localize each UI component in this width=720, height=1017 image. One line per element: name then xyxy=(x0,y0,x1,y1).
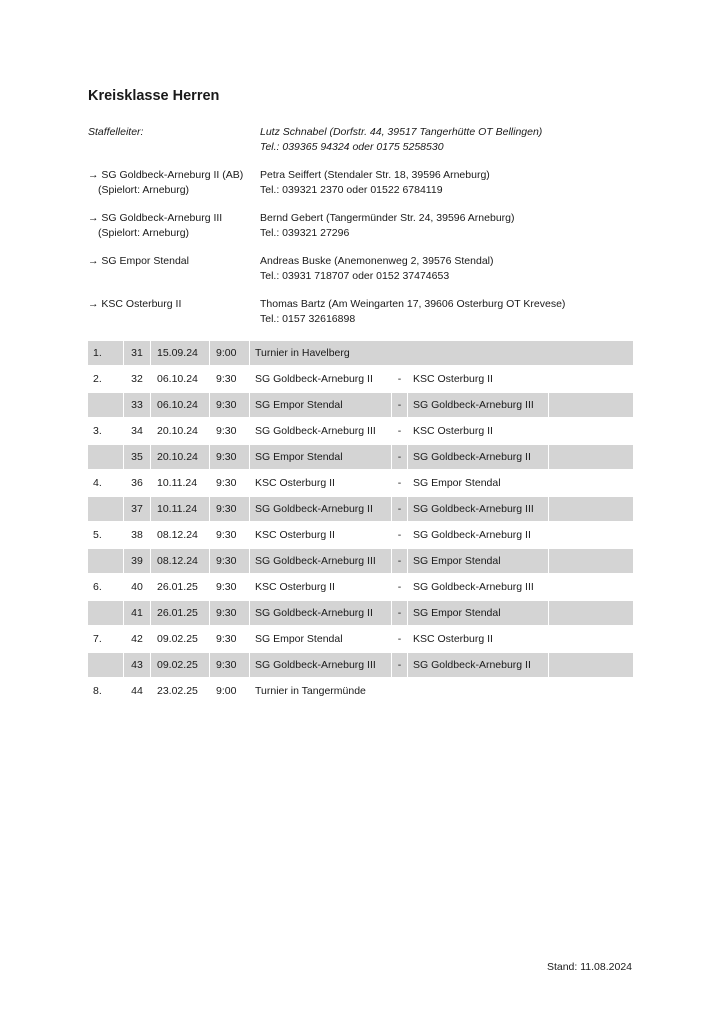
match-number-cell: 40 xyxy=(124,574,151,600)
schedule-row xyxy=(88,548,633,574)
separator-cell: - xyxy=(392,626,408,652)
team-name: → SG Goldbeck-Arneburg III xyxy=(88,212,223,224)
team-phone: Tel.: 039321 27296 xyxy=(260,227,350,239)
matchday-cell: 7. xyxy=(88,626,124,652)
matchday-cell: 3. xyxy=(88,418,124,444)
separator-cell: - xyxy=(392,392,408,418)
date-cell: 23.02.25 xyxy=(151,678,210,704)
guest-team-cell: SG Goldbeck-Arneburg III xyxy=(408,574,549,600)
matchday-cell: 2. xyxy=(88,366,124,392)
match-number-cell: 37 xyxy=(124,496,151,522)
team-phone: Tel.: 0157 32616898 xyxy=(260,313,356,325)
team-contact-column xyxy=(260,254,660,284)
separator-cell: - xyxy=(392,652,408,678)
separator-cell: - xyxy=(392,366,408,392)
date-cell: 09.02.25 xyxy=(151,652,210,678)
team-name-column xyxy=(88,297,258,312)
stand-date: Stand: 11.08.2024 xyxy=(546,961,632,973)
time-cell: 9:30 xyxy=(210,574,250,600)
schedule-table xyxy=(88,341,633,705)
team-contact-column xyxy=(260,168,660,198)
staffelleiter-contact xyxy=(260,125,660,155)
spacer-cell xyxy=(549,418,634,444)
time-cell: 9:30 xyxy=(210,496,250,522)
date-cell: 20.10.24 xyxy=(151,444,210,470)
schedule-row xyxy=(88,626,633,652)
spacer-cell xyxy=(549,652,634,678)
match-number-cell: 33 xyxy=(124,392,151,418)
spacer-cell xyxy=(549,522,634,548)
team-phone: Tel.: 039321 2370 oder 01522 6784119 xyxy=(260,184,443,196)
separator-cell: - xyxy=(392,574,408,600)
team-contact-column xyxy=(260,211,660,241)
schedule-row xyxy=(88,418,633,444)
home-team-cell: SG Empor Stendal xyxy=(250,392,392,418)
date-cell: 08.12.24 xyxy=(151,548,210,574)
schedule-row xyxy=(88,522,633,548)
spacer-cell xyxy=(549,574,634,600)
staffelleiter-label: Staffelleiter: xyxy=(88,126,144,138)
date-cell: 20.10.24 xyxy=(151,418,210,444)
team-contact: Bernd Gebert (Tangermünder Str. 24, 39596 Arneburg) xyxy=(260,212,515,224)
schedule-row xyxy=(88,444,633,470)
home-team-cell: SG Goldbeck-Arneburg II xyxy=(250,600,392,626)
matchday-cell xyxy=(88,496,124,522)
event-cell: Turnier in Tangermünde xyxy=(250,678,634,704)
guest-team-cell: KSC Osterburg II xyxy=(408,418,549,444)
team-contact: Petra Seiffert (Stendaler Str. 18, 39596 Arneburg) xyxy=(260,169,490,181)
guest-team-cell: SG Empor Stendal xyxy=(408,548,549,574)
date-cell: 26.01.25 xyxy=(151,574,210,600)
team-name-column xyxy=(88,168,258,198)
schedule-row xyxy=(88,574,633,600)
spacer-cell xyxy=(549,366,634,392)
schedule-row xyxy=(88,470,633,496)
matchday-cell xyxy=(88,444,124,470)
time-cell: 9:30 xyxy=(210,392,250,418)
team-name: → SG Goldbeck-Arneburg II (AB) xyxy=(88,169,244,181)
schedule-row xyxy=(88,600,633,626)
time-cell: 9:30 xyxy=(210,366,250,392)
matchday-cell: 8. xyxy=(88,678,124,704)
team-name-column xyxy=(88,254,258,269)
home-team-cell: SG Goldbeck-Arneburg II xyxy=(250,496,392,522)
home-team-cell: KSC Osterburg II xyxy=(250,574,392,600)
date-cell: 06.10.24 xyxy=(151,392,210,418)
matchday-cell xyxy=(88,548,124,574)
match-number-cell: 44 xyxy=(124,678,151,704)
team-name-column xyxy=(88,211,258,241)
home-team-cell: SG Goldbeck-Arneburg III xyxy=(250,548,392,574)
home-team-cell: SG Goldbeck-Arneburg III xyxy=(250,418,392,444)
spacer-cell xyxy=(549,496,634,522)
match-number-cell: 34 xyxy=(124,418,151,444)
date-cell: 10.11.24 xyxy=(151,470,210,496)
guest-team-cell: SG Goldbeck-Arneburg III xyxy=(408,392,549,418)
schedule-row xyxy=(88,341,633,366)
guest-team-cell: SG Goldbeck-Arneburg II xyxy=(408,522,549,548)
guest-team-cell: SG Goldbeck-Arneburg III xyxy=(408,496,549,522)
date-cell: 10.11.24 xyxy=(151,496,210,522)
separator-cell: - xyxy=(392,496,408,522)
schedule-row xyxy=(88,678,633,704)
match-number-cell: 39 xyxy=(124,548,151,574)
guest-team-cell: SG Goldbeck-Arneburg II xyxy=(408,444,549,470)
matchday-cell xyxy=(88,392,124,418)
time-cell: 9:30 xyxy=(210,600,250,626)
date-cell: 08.12.24 xyxy=(151,522,210,548)
match-number-cell: 43 xyxy=(124,652,151,678)
team-contact: Thomas Bartz (Am Weingarten 17, 39606 Osterburg OT Krevese) xyxy=(260,298,566,310)
match-number-cell: 31 xyxy=(124,341,151,366)
time-cell: 9:30 xyxy=(210,444,250,470)
date-cell: 06.10.24 xyxy=(151,366,210,392)
match-number-cell: 35 xyxy=(124,444,151,470)
separator-cell: - xyxy=(392,444,408,470)
home-team-cell: KSC Osterburg II xyxy=(250,522,392,548)
schedule-row xyxy=(88,652,633,678)
matchday-cell xyxy=(88,652,124,678)
date-cell: 26.01.25 xyxy=(151,600,210,626)
event-cell: Turnier in Havelberg xyxy=(250,341,634,366)
home-team-cell: SG Empor Stendal xyxy=(250,626,392,652)
matchday-cell: 4. xyxy=(88,470,124,496)
separator-cell: - xyxy=(392,600,408,626)
team-contact-column xyxy=(260,297,660,327)
staffelleiter-phone: Tel.: 039365 94324 oder 0175 5258530 xyxy=(260,141,444,153)
home-team-cell: SG Goldbeck-Arneburg II xyxy=(250,366,392,392)
team-spielort: (Spielort: Arneburg) xyxy=(98,184,190,196)
guest-team-cell: SG Empor Stendal xyxy=(408,600,549,626)
match-number-cell: 42 xyxy=(124,626,151,652)
spacer-cell xyxy=(549,444,634,470)
separator-cell: - xyxy=(392,418,408,444)
schedule-row xyxy=(88,366,633,392)
spacer-cell xyxy=(549,626,634,652)
time-cell: 9:30 xyxy=(210,470,250,496)
spacer-cell xyxy=(549,392,634,418)
date-cell: 15.09.24 xyxy=(151,341,210,366)
guest-team-cell: SG Goldbeck-Arneburg II xyxy=(408,652,549,678)
date-cell: 09.02.25 xyxy=(151,626,210,652)
match-number-cell: 41 xyxy=(124,600,151,626)
team-name: → KSC Osterburg II xyxy=(88,298,182,310)
team-phone: Tel.: 03931 718707 oder 0152 37474653 xyxy=(260,270,450,282)
home-team-cell: SG Goldbeck-Arneburg III xyxy=(250,652,392,678)
schedule-row xyxy=(88,392,633,418)
match-number-cell: 36 xyxy=(124,470,151,496)
match-number-cell: 32 xyxy=(124,366,151,392)
team-spielort: (Spielort: Arneburg) xyxy=(98,227,190,239)
schedule-body xyxy=(88,341,633,704)
page-title: Kreisklasse Herren xyxy=(88,88,220,104)
matchday-cell: 6. xyxy=(88,574,124,600)
team-contact: Andreas Buske (Anemonenweg 2, 39576 Stendal) xyxy=(260,255,494,267)
time-cell: 9:30 xyxy=(210,626,250,652)
guest-team-cell: KSC Osterburg II xyxy=(408,626,549,652)
time-cell: 9:30 xyxy=(210,522,250,548)
home-team-cell: KSC Osterburg II xyxy=(250,470,392,496)
matchday-cell: 1. xyxy=(88,341,124,366)
staffelleiter-address: Lutz Schnabel (Dorfstr. 44, 39517 Tangerhütte OT Bellingen) xyxy=(260,126,543,138)
match-number-cell: 38 xyxy=(124,522,151,548)
spacer-cell xyxy=(549,470,634,496)
time-cell: 9:30 xyxy=(210,652,250,678)
team-name: → SG Empor Stendal xyxy=(88,255,189,267)
matchday-cell xyxy=(88,600,124,626)
spacer-cell xyxy=(549,548,634,574)
spacer-cell xyxy=(549,600,634,626)
time-cell: 9:00 xyxy=(210,678,250,704)
matchday-cell: 5. xyxy=(88,522,124,548)
time-cell: 9:30 xyxy=(210,418,250,444)
time-cell: 9:00 xyxy=(210,341,250,366)
time-cell: 9:30 xyxy=(210,548,250,574)
guest-team-cell: SG Empor Stendal xyxy=(408,470,549,496)
schedule-row xyxy=(88,496,633,522)
guest-team-cell: KSC Osterburg II xyxy=(408,366,549,392)
home-team-cell: SG Empor Stendal xyxy=(250,444,392,470)
separator-cell: - xyxy=(392,548,408,574)
separator-cell: - xyxy=(392,522,408,548)
separator-cell: - xyxy=(392,470,408,496)
